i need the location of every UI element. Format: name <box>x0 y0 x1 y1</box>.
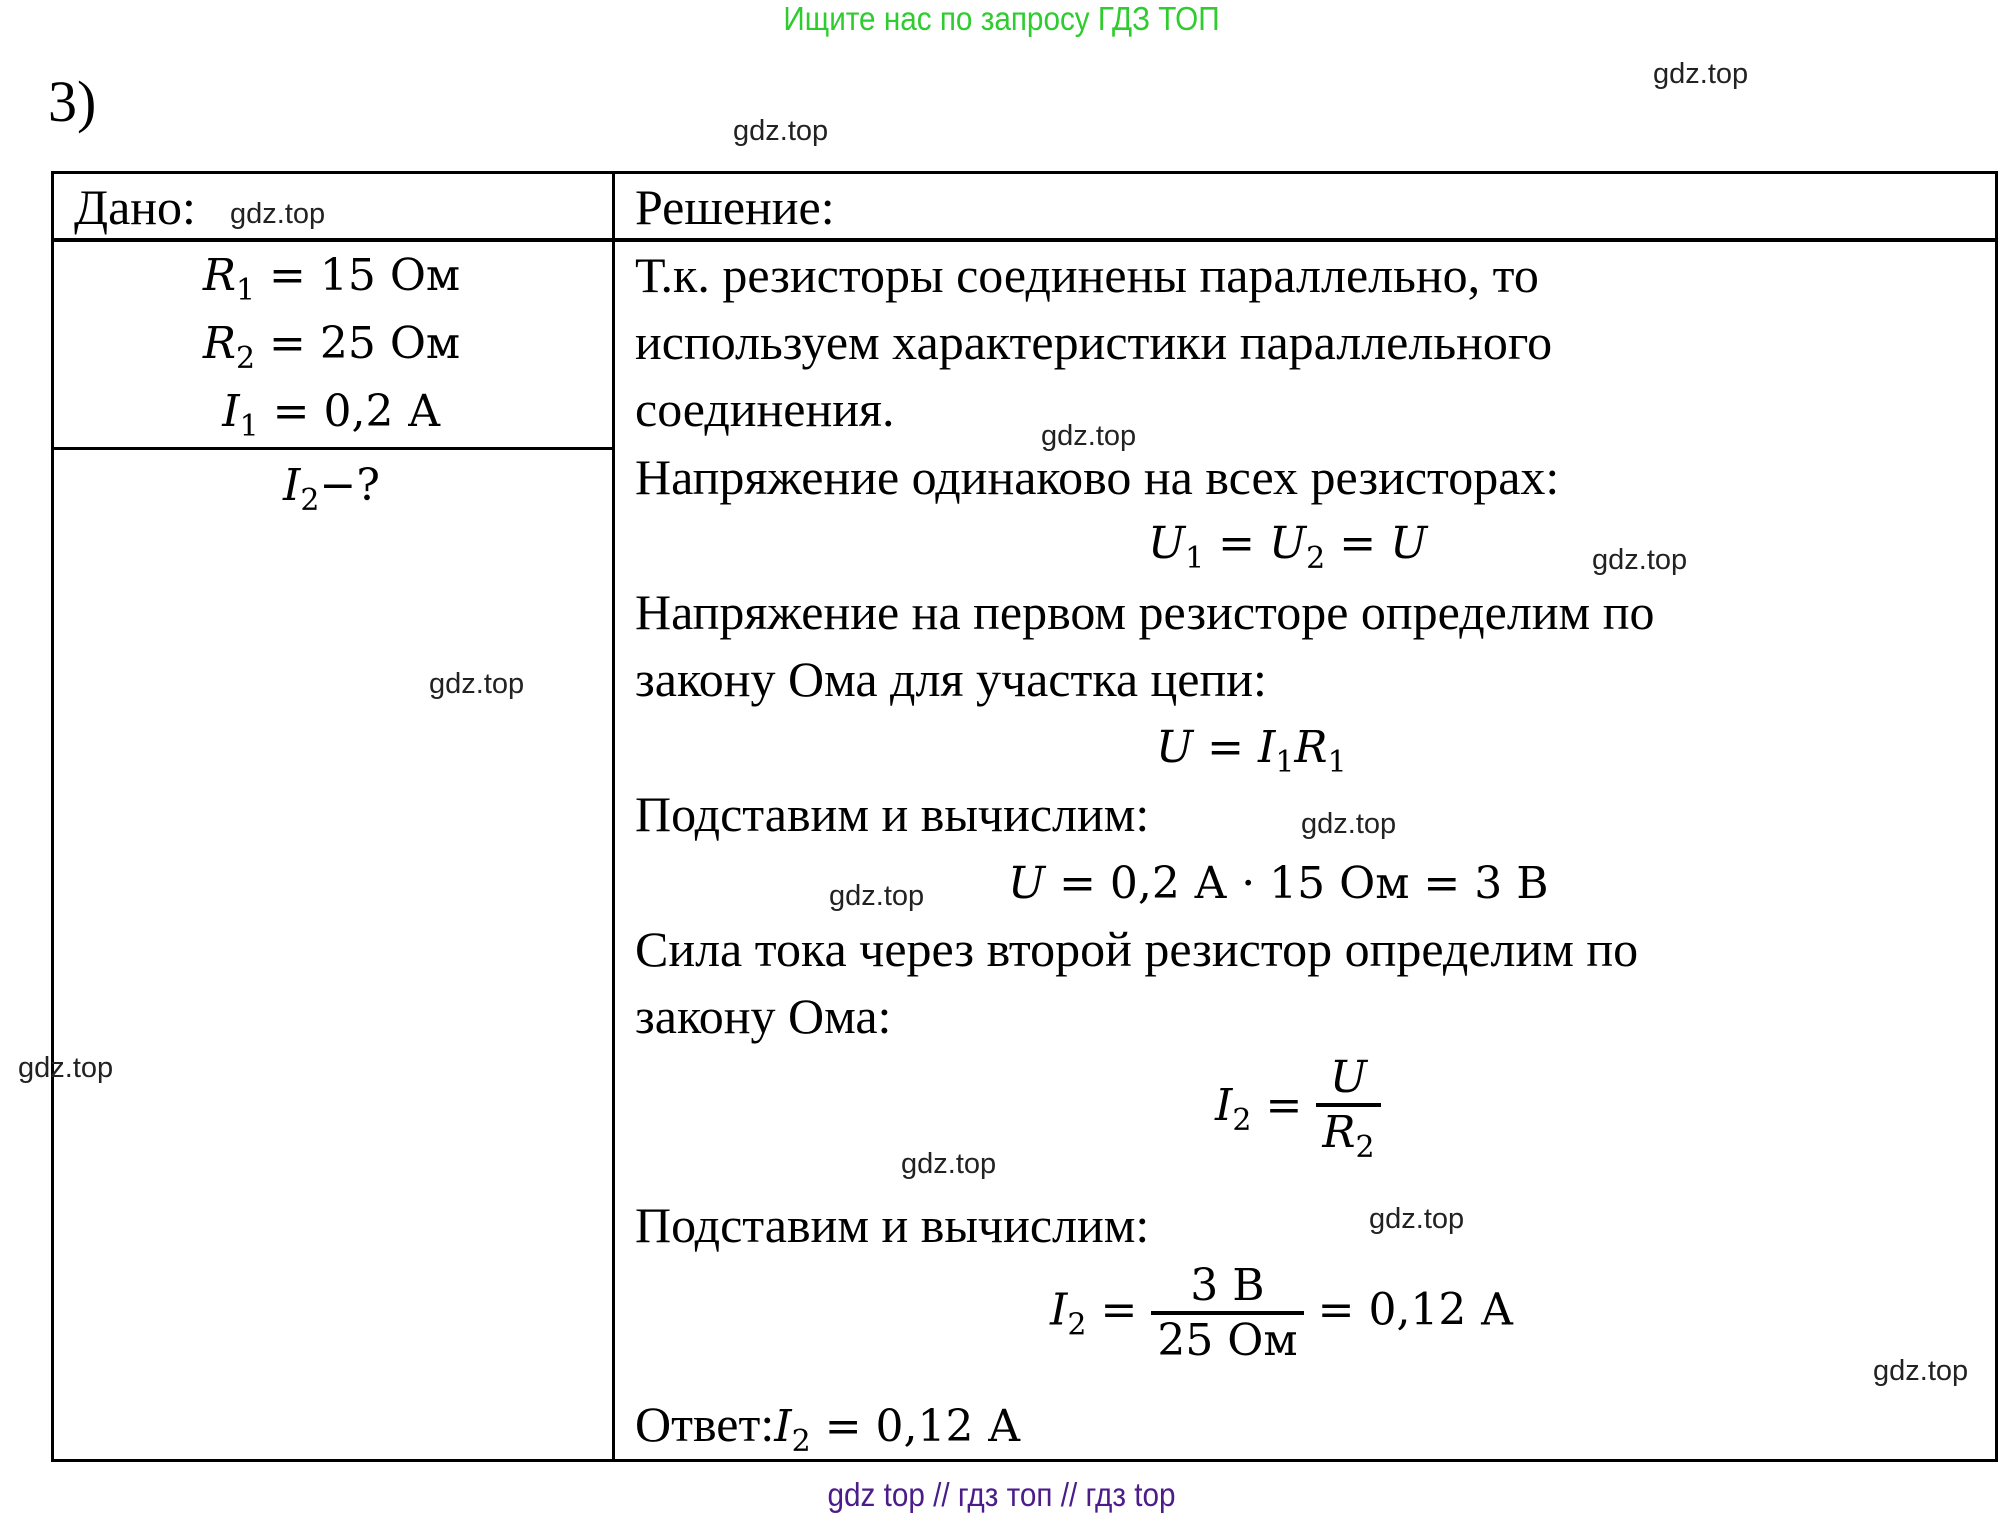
equation-i2-formula: $I_2$ = $\frac{U}{R_2}$ <box>1215 1052 1381 1165</box>
solution-line: закону Ома для участка цепи: <box>635 651 1267 707</box>
watermark: gdz.top <box>429 668 525 700</box>
watermark: gdz.top <box>1041 420 1137 452</box>
solution-line: закону Ома: <box>635 988 892 1044</box>
header-solution: Решение: <box>635 179 835 235</box>
watermark: gdz.top <box>230 198 326 230</box>
given-divider <box>51 447 612 450</box>
solution-line: соединения. <box>635 381 895 437</box>
watermark: gdz.top <box>829 880 925 912</box>
watermark: gdz.top <box>1873 1355 1969 1387</box>
find-i2: $I_2-$? <box>283 460 380 518</box>
header-divider <box>51 238 1998 242</box>
column-divider <box>612 171 615 1462</box>
watermark: gdz.top <box>1369 1203 1465 1235</box>
solution-line: Сила тока через второй резистор определим по <box>635 921 1639 977</box>
watermark: gdz.top <box>901 1148 997 1180</box>
equation-ohm-u: $U = I_1R_1$ <box>1156 722 1347 780</box>
header-given: Дано: <box>74 179 196 235</box>
watermark: gdz.top <box>1653 58 1749 90</box>
watermark: gdz.top <box>733 115 829 147</box>
given-r2: $R_2 = 25$ Ом <box>202 318 461 376</box>
equation-i2-value: $I_2$ = $\frac{3 В}{25 Ом}$ = 0,12 А <box>1050 1260 1514 1366</box>
fraction: $\frac{U}{R_2}$ <box>1316 1052 1380 1165</box>
promo-banner: Ищите нас по запросу ГДЗ ТОП <box>783 0 1220 37</box>
solution-line: Напряжение одинаково на всех резисторах: <box>635 449 1560 505</box>
equation-u-value: U = 0,2 А · 15 Ом = 3 В <box>1008 858 1549 909</box>
solution-line: Т.к. резисторы соединены параллельно, то <box>635 247 1539 303</box>
solution-line: Напряжение на первом резисторе определим по <box>635 584 1655 640</box>
answer-label: Ответ: <box>635 1396 775 1452</box>
problem-number: 3) <box>48 69 97 134</box>
footer-links[interactable]: gdz top // гдз топ // гдз top <box>827 1476 1176 1513</box>
solution-line: Подставим и вычислим: <box>635 1197 1150 1253</box>
watermark: gdz.top <box>18 1052 114 1084</box>
given-i1: $I_1 = 0,2$ А <box>222 386 441 444</box>
fraction: $\frac{3 В}{25 Ом}$ <box>1151 1260 1303 1366</box>
answer: $Ответ:I_2 = 0,12$ А <box>635 1396 1021 1459</box>
equation-voltage-equal: $U_1 = U_2 = U$ <box>1148 518 1428 576</box>
given-r1: $R_1 = 15$ Ом <box>202 250 461 308</box>
watermark: gdz.top <box>1592 544 1688 576</box>
solution-line: используем характеристики параллельного <box>635 314 1553 370</box>
solution-line: Подставим и вычислим: <box>635 786 1150 842</box>
watermark: gdz.top <box>1301 808 1397 840</box>
